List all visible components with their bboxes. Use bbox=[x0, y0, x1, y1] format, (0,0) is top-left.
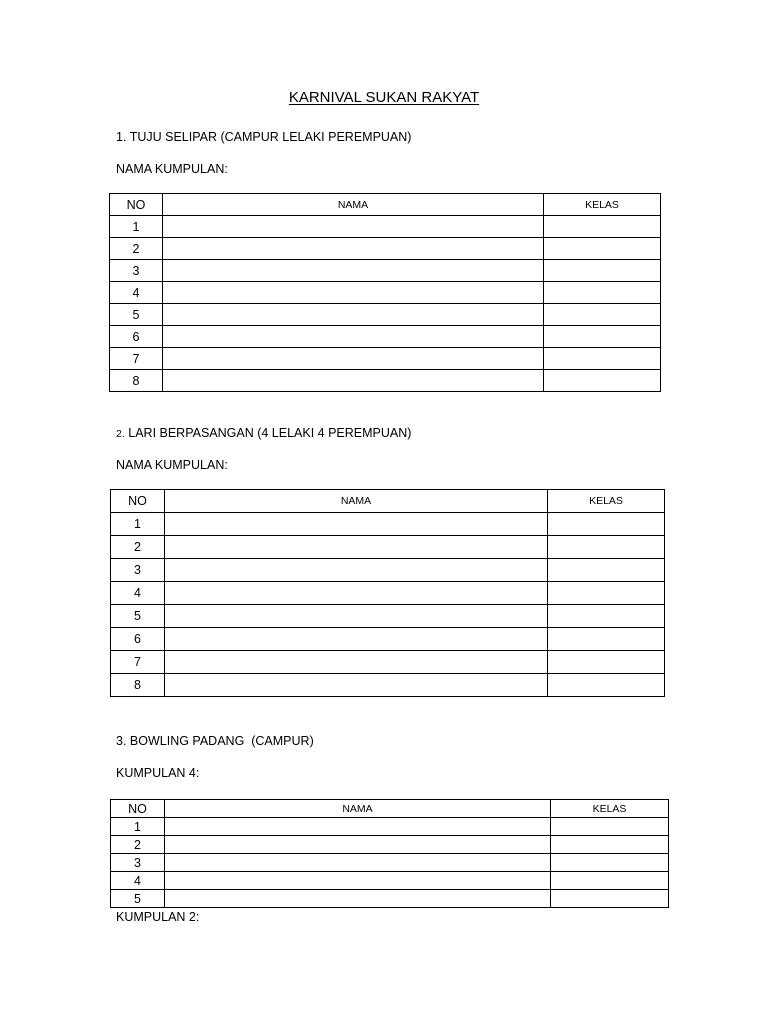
nama-cell[interactable] bbox=[163, 348, 544, 370]
table-row bbox=[110, 370, 661, 392]
kelas-cell[interactable] bbox=[551, 890, 669, 908]
kelas-cell[interactable] bbox=[544, 260, 661, 282]
row-number: 2 bbox=[111, 536, 165, 559]
table-row bbox=[111, 674, 665, 697]
section-2-title: LARI BERPASANGAN (4 LELAKI 4 PEREMPUAN) bbox=[128, 426, 412, 440]
table-row bbox=[111, 513, 665, 536]
table-row bbox=[110, 260, 661, 282]
kelas-cell[interactable] bbox=[548, 536, 665, 559]
table-row bbox=[111, 836, 669, 854]
section-1-title: TUJU SELIPAR (CAMPUR LELAKI PEREMPUAN) bbox=[129, 130, 412, 144]
table-header-row bbox=[111, 800, 669, 818]
row-number: 5 bbox=[111, 890, 165, 908]
nama-cell[interactable] bbox=[165, 536, 548, 559]
row-number: 4 bbox=[110, 282, 163, 304]
row-number: 7 bbox=[111, 651, 165, 674]
table-row bbox=[110, 304, 661, 326]
nama-cell[interactable] bbox=[165, 628, 548, 651]
kelas-cell[interactable] bbox=[548, 559, 665, 582]
nama-cell[interactable] bbox=[163, 370, 544, 392]
nama-cell[interactable] bbox=[163, 238, 544, 260]
nama-cell[interactable] bbox=[165, 605, 548, 628]
nama-cell[interactable] bbox=[165, 651, 548, 674]
nama-cell[interactable] bbox=[165, 890, 551, 908]
table-row bbox=[111, 536, 665, 559]
kelas-cell[interactable] bbox=[551, 818, 669, 836]
header-no: NO bbox=[111, 490, 165, 513]
nama-cell[interactable] bbox=[165, 818, 551, 836]
nama-cell[interactable] bbox=[165, 559, 548, 582]
kelas-cell[interactable] bbox=[544, 216, 661, 238]
section-2-table bbox=[110, 489, 665, 697]
header-kelas: KELAS bbox=[548, 490, 665, 513]
document-title: KARNIVAL SUKAN RAKYAT bbox=[288, 89, 480, 106]
nama-cell[interactable] bbox=[163, 260, 544, 282]
section-1-number: 1. bbox=[116, 130, 127, 144]
table-row bbox=[111, 582, 665, 605]
kelas-cell[interactable] bbox=[544, 348, 661, 370]
kelas-cell[interactable] bbox=[548, 628, 665, 651]
row-number: 1 bbox=[111, 818, 165, 836]
row-number: 3 bbox=[110, 260, 163, 282]
section-1-group-label: NAMA KUMPULAN: bbox=[116, 162, 228, 176]
kelas-cell[interactable] bbox=[544, 282, 661, 304]
header-no: NO bbox=[110, 194, 163, 216]
table-row bbox=[111, 559, 665, 582]
table-row bbox=[110, 282, 661, 304]
row-number: 5 bbox=[111, 605, 165, 628]
section-3-next-group-label: KUMPULAN 2: bbox=[116, 910, 200, 924]
table-row bbox=[111, 872, 669, 890]
kelas-cell[interactable] bbox=[544, 304, 661, 326]
kelas-cell[interactable] bbox=[551, 836, 669, 854]
section-3-title: BOWLING PADANG (CAMPUR) bbox=[129, 734, 314, 748]
row-number: 3 bbox=[111, 854, 165, 872]
table-row bbox=[111, 605, 665, 628]
kelas-cell[interactable] bbox=[544, 370, 661, 392]
table-row bbox=[110, 326, 661, 348]
nama-cell[interactable] bbox=[165, 872, 551, 890]
kelas-cell[interactable] bbox=[548, 674, 665, 697]
header-nama: NAMA bbox=[165, 490, 548, 513]
row-number: 4 bbox=[111, 872, 165, 890]
row-number: 4 bbox=[111, 582, 165, 605]
header-nama: NAMA bbox=[163, 194, 544, 216]
table-row bbox=[111, 854, 669, 872]
section-3-number: 3. bbox=[116, 734, 127, 748]
kelas-cell[interactable] bbox=[544, 326, 661, 348]
kelas-cell[interactable] bbox=[548, 605, 665, 628]
table-row bbox=[111, 890, 669, 908]
row-number: 6 bbox=[111, 628, 165, 651]
table-row bbox=[110, 348, 661, 370]
nama-cell[interactable] bbox=[165, 513, 548, 536]
table-row bbox=[111, 628, 665, 651]
row-number: 3 bbox=[111, 559, 165, 582]
kelas-cell[interactable] bbox=[551, 872, 669, 890]
table-row bbox=[110, 216, 661, 238]
table-row bbox=[111, 818, 669, 836]
section-2-heading bbox=[116, 426, 411, 440]
kelas-cell[interactable] bbox=[548, 651, 665, 674]
header-nama: NAMA bbox=[165, 800, 551, 818]
kelas-cell[interactable] bbox=[551, 854, 669, 872]
header-no: NO bbox=[111, 800, 165, 818]
row-number: 7 bbox=[110, 348, 163, 370]
nama-cell[interactable] bbox=[163, 216, 544, 238]
table-header-row bbox=[110, 194, 661, 216]
section-1-table bbox=[109, 193, 661, 392]
nama-cell[interactable] bbox=[165, 854, 551, 872]
section-2-number: 2. bbox=[116, 428, 125, 440]
header-kelas: KELAS bbox=[551, 800, 669, 818]
row-number: 1 bbox=[111, 513, 165, 536]
nama-cell[interactable] bbox=[163, 326, 544, 348]
row-number: 8 bbox=[110, 370, 163, 392]
row-number: 8 bbox=[111, 674, 165, 697]
row-number: 2 bbox=[110, 238, 163, 260]
nama-cell[interactable] bbox=[163, 304, 544, 326]
row-number: 5 bbox=[110, 304, 163, 326]
table-row bbox=[110, 238, 661, 260]
section-3-heading bbox=[116, 734, 314, 748]
table-row bbox=[111, 651, 665, 674]
row-number: 2 bbox=[111, 836, 165, 854]
row-number: 1 bbox=[110, 216, 163, 238]
section-1-heading bbox=[116, 130, 411, 144]
section-2-group-label: NAMA KUMPULAN: bbox=[116, 458, 228, 472]
nama-cell[interactable] bbox=[165, 836, 551, 854]
kelas-cell[interactable] bbox=[544, 238, 661, 260]
section-3-table bbox=[110, 799, 669, 908]
kelas-cell[interactable] bbox=[548, 513, 665, 536]
nama-cell[interactable] bbox=[165, 582, 548, 605]
row-number: 6 bbox=[110, 326, 163, 348]
kelas-cell[interactable] bbox=[548, 582, 665, 605]
nama-cell[interactable] bbox=[165, 674, 548, 697]
section-3-group-label: KUMPULAN 4: bbox=[116, 766, 200, 780]
header-kelas: KELAS bbox=[544, 194, 661, 216]
table-header-row bbox=[111, 490, 665, 513]
nama-cell[interactable] bbox=[163, 282, 544, 304]
